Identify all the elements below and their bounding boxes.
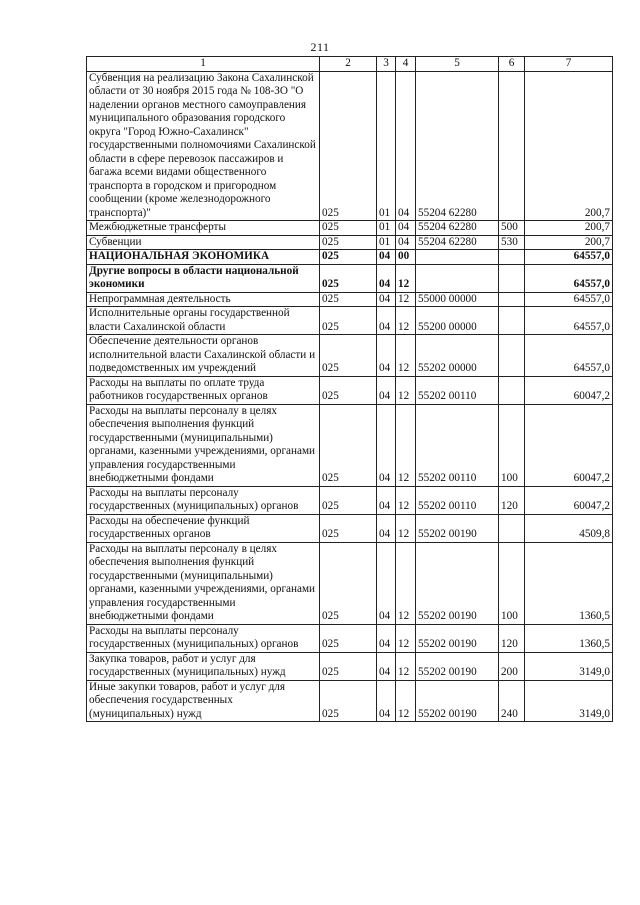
row-subsection-cell: 12: [396, 307, 416, 335]
row-section-cell: 04: [377, 264, 396, 292]
row-subsection-cell: 04: [396, 221, 416, 236]
row-section-cell: 01: [377, 221, 396, 236]
table-row: [87, 376, 613, 404]
row-target-article-cell: 55200 00000: [416, 307, 499, 335]
row-subsection-cell: 12: [396, 335, 416, 377]
table-row: [87, 514, 613, 542]
row-section-cell: 04: [377, 514, 396, 542]
table-row: [87, 680, 613, 722]
row-target-article-cell: 55202 00190: [416, 542, 499, 624]
row-section-cell: 04: [377, 335, 396, 377]
table-row: [87, 335, 613, 377]
header-col-6: 6: [499, 57, 525, 72]
row-target-article-cell: [416, 250, 499, 265]
row-target-article-cell: 55000 00000: [416, 292, 499, 307]
row-amount-cell: 64557,0: [525, 264, 613, 292]
row-target-article-cell: 55202 00190: [416, 680, 499, 722]
row-target-article-cell: 55202 00190: [416, 514, 499, 542]
row-grbs-cell: 025: [320, 486, 377, 514]
row-amount-cell: 64557,0: [525, 292, 613, 307]
row-subsection-cell: 00: [396, 250, 416, 265]
row-name-cell: НАЦИОНАЛЬНАЯ ЭКОНОМИКА: [87, 250, 320, 265]
row-grbs-cell: 025: [320, 376, 377, 404]
row-target-article-cell: 55202 00110: [416, 404, 499, 486]
table-row: [87, 221, 613, 236]
row-expense-type-cell: [499, 514, 525, 542]
row-subsection-cell: 12: [396, 404, 416, 486]
row-section-cell: 04: [377, 486, 396, 514]
row-name-cell: Межбюджетные трансферты: [87, 221, 320, 236]
row-section-cell: 04: [377, 624, 396, 652]
table-body: [87, 71, 613, 722]
row-target-article-cell: 55204 62280: [416, 235, 499, 250]
row-expense-type-cell: [499, 335, 525, 377]
header-col-5: 5: [416, 57, 499, 72]
row-grbs-cell: 025: [320, 652, 377, 680]
row-amount-cell: 60047,2: [525, 486, 613, 514]
row-expense-type-cell: 120: [499, 486, 525, 514]
row-subsection-cell: 12: [396, 486, 416, 514]
row-target-article-cell: 55202 00110: [416, 376, 499, 404]
row-name-cell: Иные закупки товаров, работ и услуг для обеспечения государственных (муниципальных) нужд: [87, 680, 320, 722]
row-grbs-cell: 025: [320, 264, 377, 292]
row-grbs-cell: 025: [320, 250, 377, 265]
row-grbs-cell: 025: [320, 542, 377, 624]
row-amount-cell: 200,7: [525, 235, 613, 250]
row-name-cell: Другие вопросы в области национальной экономики: [87, 264, 320, 292]
row-amount-cell: 4509,8: [525, 514, 613, 542]
row-expense-type-cell: [499, 376, 525, 404]
row-section-cell: 04: [377, 307, 396, 335]
table-row: [87, 486, 613, 514]
row-target-article-cell: 55202 00190: [416, 652, 499, 680]
row-name-cell: Расходы на выплаты по оплате труда работников государственных органов: [87, 376, 320, 404]
row-section-cell: 04: [377, 542, 396, 624]
table-row: [87, 624, 613, 652]
row-section-cell: 04: [377, 292, 396, 307]
row-grbs-cell: 025: [320, 292, 377, 307]
row-grbs-cell: 025: [320, 624, 377, 652]
row-section-cell: 04: [377, 680, 396, 722]
table-row: [87, 235, 613, 250]
header-col-4: 4: [396, 57, 416, 72]
row-amount-cell: 3149,0: [525, 680, 613, 722]
row-expense-type-cell: [499, 264, 525, 292]
row-subsection-cell: 12: [396, 292, 416, 307]
row-amount-cell: 1360,5: [525, 542, 613, 624]
row-name-cell: Расходы на выплаты персоналу в целях обеспечения выполнения функций государственными (муниципальными) органами, казенными учреждениями, органами управления государственными внебюджетными фондами: [87, 542, 320, 624]
row-amount-cell: 200,7: [525, 71, 613, 221]
header-col-3: 3: [377, 57, 396, 72]
row-expense-type-cell: 500: [499, 221, 525, 236]
row-grbs-cell: 025: [320, 71, 377, 221]
row-expense-type-cell: 530: [499, 235, 525, 250]
row-target-article-cell: 55202 00190: [416, 624, 499, 652]
row-name-cell: Расходы на выплаты персоналу государственных (муниципальных) органов: [87, 624, 320, 652]
row-subsection-cell: 12: [396, 680, 416, 722]
row-expense-type-cell: [499, 292, 525, 307]
table-row: [87, 542, 613, 624]
row-amount-cell: 60047,2: [525, 404, 613, 486]
row-amount-cell: 64557,0: [525, 335, 613, 377]
table-header-row: [87, 57, 613, 72]
row-amount-cell: 60047,2: [525, 376, 613, 404]
row-grbs-cell: 025: [320, 514, 377, 542]
row-subsection-cell: 04: [396, 235, 416, 250]
row-name-cell: Субвенции: [87, 235, 320, 250]
row-subsection-cell: 12: [396, 514, 416, 542]
row-section-cell: 01: [377, 71, 396, 221]
table-row: [87, 292, 613, 307]
row-expense-type-cell: 240: [499, 680, 525, 722]
row-name-cell: Субвенция на реализацию Закона Сахалинской области от 30 ноября 2015 года № 108-ЗО "О наделении органов местного самоуправления муниципального образования городского округа "Город Южно-Сахалинск" государственными полномочиями Сахалинской области в сфере перевозок пассажиров и багажа всеми видами общественного транспорта в городском и пригородном сообщении (кроме железнодорожного транспорта)": [87, 71, 320, 221]
row-subsection-cell: 12: [396, 624, 416, 652]
row-name-cell: Расходы на обеспечение функций государственных органов: [87, 514, 320, 542]
header-col-7: 7: [525, 57, 613, 72]
row-grbs-cell: 025: [320, 235, 377, 250]
row-grbs-cell: 025: [320, 221, 377, 236]
row-section-cell: 04: [377, 652, 396, 680]
table-row: [87, 264, 613, 292]
row-name-cell: Непрограммная деятельность: [87, 292, 320, 307]
header-col-1: 1: [87, 57, 320, 72]
row-expense-type-cell: [499, 307, 525, 335]
row-name-cell: Обеспечение деятельности органов исполнительной власти Сахалинской области и подведомственных им учреждений: [87, 335, 320, 377]
row-subsection-cell: 04: [396, 71, 416, 221]
row-expense-type-cell: 200: [499, 652, 525, 680]
table-row: [87, 71, 613, 221]
row-target-article-cell: [416, 264, 499, 292]
row-section-cell: 01: [377, 235, 396, 250]
row-target-article-cell: 55202 00000: [416, 335, 499, 377]
row-subsection-cell: 12: [396, 542, 416, 624]
row-grbs-cell: 025: [320, 404, 377, 486]
header-col-2: 2: [320, 57, 377, 72]
row-expense-type-cell: [499, 71, 525, 221]
table-row: [87, 652, 613, 680]
budget-table: [86, 56, 613, 722]
row-name-cell: Расходы на выплаты персоналу в целях обеспечения выполнения функций государственными (муниципальными) органами, казенными учреждениями, органами управления государственными внебюджетными фондами: [87, 404, 320, 486]
row-grbs-cell: 025: [320, 335, 377, 377]
table-row: [87, 250, 613, 265]
row-expense-type-cell: [499, 250, 525, 265]
row-target-article-cell: 55202 00110: [416, 486, 499, 514]
row-target-article-cell: 55204 62280: [416, 71, 499, 221]
row-target-article-cell: 55204 62280: [416, 221, 499, 236]
row-section-cell: 04: [377, 404, 396, 486]
page-number: 211: [310, 40, 330, 54]
row-amount-cell: 1360,5: [525, 624, 613, 652]
row-expense-type-cell: 120: [499, 624, 525, 652]
row-amount-cell: 3149,0: [525, 652, 613, 680]
row-section-cell: 04: [377, 250, 396, 265]
table-row: [87, 404, 613, 486]
row-grbs-cell: 025: [320, 307, 377, 335]
row-name-cell: Исполнительные органы государственной власти Сахалинской области: [87, 307, 320, 335]
row-name-cell: Расходы на выплаты персоналу государственных (муниципальных) органов: [87, 486, 320, 514]
row-grbs-cell: 025: [320, 680, 377, 722]
row-name-cell: Закупка товаров, работ и услуг для государственных (муниципальных) нужд: [87, 652, 320, 680]
row-expense-type-cell: 100: [499, 542, 525, 624]
row-amount-cell: 64557,0: [525, 307, 613, 335]
table-row: [87, 307, 613, 335]
row-section-cell: 04: [377, 376, 396, 404]
row-expense-type-cell: 100: [499, 404, 525, 486]
row-subsection-cell: 12: [396, 652, 416, 680]
row-amount-cell: 200,7: [525, 221, 613, 236]
row-subsection-cell: 12: [396, 376, 416, 404]
row-subsection-cell: 12: [396, 264, 416, 292]
row-amount-cell: 64557,0: [525, 250, 613, 265]
